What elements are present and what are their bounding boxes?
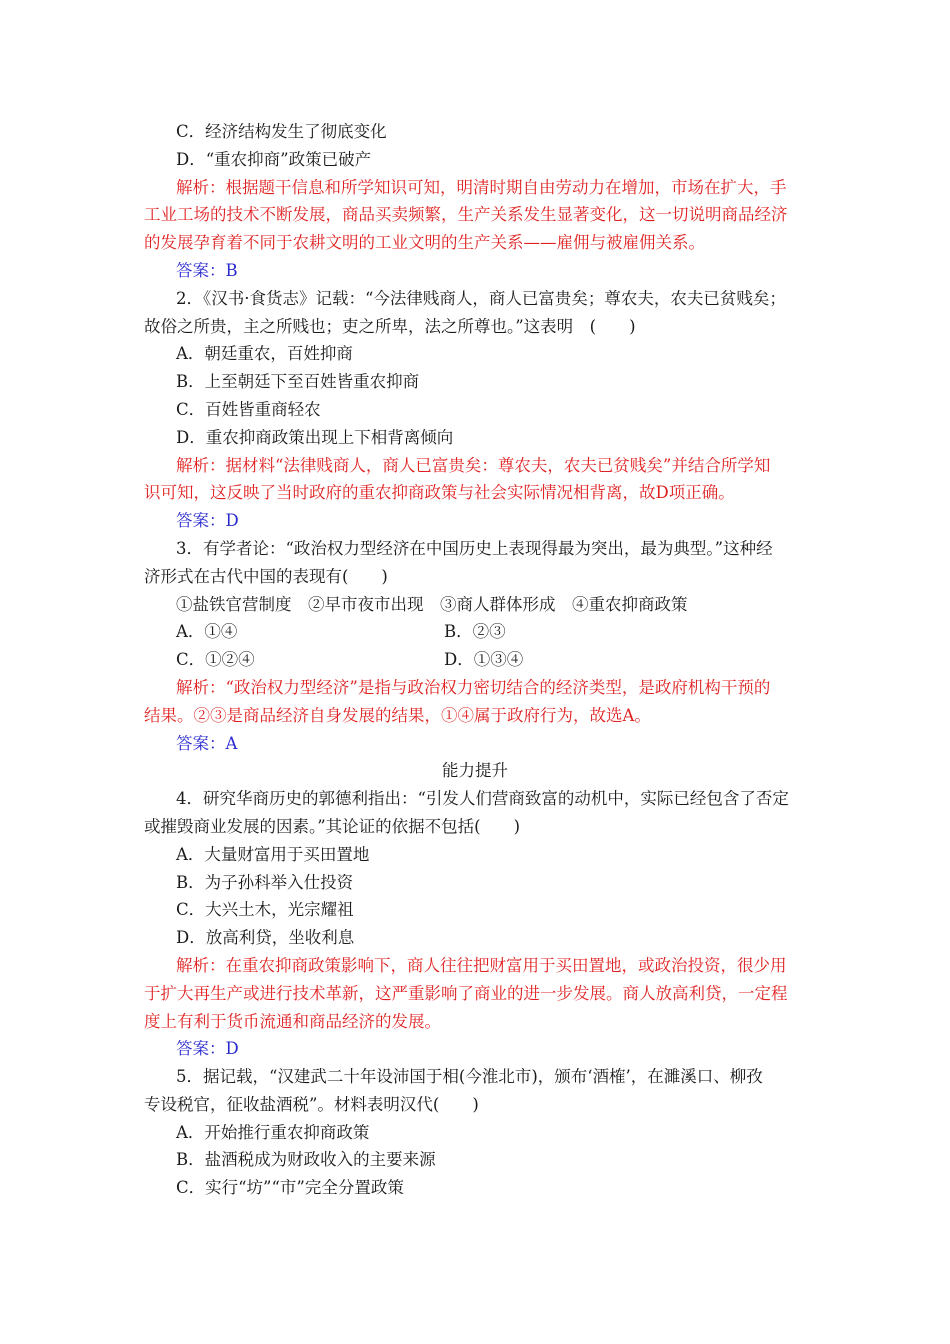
q3-answer: 答案：A xyxy=(176,733,238,753)
q2-option: B．上至朝廷下至百姓皆重农抑商 xyxy=(176,372,420,392)
q3-stem-line: 济形式在古代中国的表现有( ) xyxy=(144,566,388,586)
q3-option-c: C．①②④ xyxy=(176,650,255,670)
q2-answer: 答案：D xyxy=(176,511,239,531)
q2-option: D．重农抑商政策出现上下相背离倾向 xyxy=(176,427,454,447)
q3-option-a: A．①④ xyxy=(176,622,238,642)
q3-option-d: D．①③④ xyxy=(444,650,524,670)
q3-options-row xyxy=(0,646,950,674)
q4-analysis-line: 于扩大再生产或进行技术革新，这严重影响了商业的进一步发展。商人放高利贷，一定程 xyxy=(144,983,788,1003)
q2-stem-line: 故俗之所贵，主之所贱也；吏之所卑，法之所尊也。”这表明 ( ) xyxy=(144,316,636,336)
q4-stem-line: 或摧毁商业发展的因素。”其论证的依据不包括( ) xyxy=(144,816,521,836)
q1-answer: 答案：B xyxy=(176,260,238,280)
q5-stem-line: 专设税官，征收盐酒税”。材料表明汉代( ) xyxy=(144,1094,479,1114)
q4-option: A．大量财富用于买田置地 xyxy=(176,844,370,864)
q2-option: A．朝廷重农，百姓抑商 xyxy=(176,344,353,364)
q3-analysis-line: 结果。②③是商品经济自身发展的结果，①④属于政府行为，故选A。 xyxy=(144,705,651,725)
q2-analysis-line: 解析：据材料“法律贱商人，商人已富贵矣：尊农夫，农夫已贫贱矣”并结合所学知 xyxy=(176,455,771,475)
q5-option: A．开始推行重农抑商政策 xyxy=(176,1122,370,1142)
q4-stem-line: 4．研究华商历史的郭德利指出：“引发人们营商致富的动机中，实际已经包含了否定 xyxy=(176,789,789,809)
q3-option-b: B．②③ xyxy=(444,622,506,642)
q4-option: C．大兴土木，光宗耀祖 xyxy=(176,900,354,920)
q1-option-c: C．经济结构发生了彻底变化 xyxy=(176,122,387,141)
q1-analysis-line: 工业工场的技术不断发展，商品买卖频繁，生产关系发生显著变化，这一切说明商品经济 xyxy=(144,205,788,225)
document-page xyxy=(0,118,950,1202)
q5-stem-line: 5．据记载，“汉建武二十年设沛国于相(今淮北市)，颁布‘酒榷’，在濉溪口、柳孜 xyxy=(176,1067,763,1087)
q1-option-d: D．“重农抑商”政策已破产 xyxy=(176,149,372,169)
q1-analysis-line: 的发展孕育着不同于农耕文明的工业文明的生产关系——雇佣与被雇佣关系。 xyxy=(144,233,705,253)
section-title: 能力提升 xyxy=(442,761,508,781)
q4-analysis-line: 解析：在重农抑商政策影响下，商人往往把财富用于买田置地，或政治投资，很少用 xyxy=(176,955,787,975)
q4-option: B．为子孙科举入仕投资 xyxy=(176,872,354,892)
q1-analysis-line: 解析：根据题干信息和所学知识可知，明清时期自由劳动力在增加，市场在扩大，手 xyxy=(176,177,787,197)
q3-options-row xyxy=(0,618,950,646)
q5-option: B．盐酒税成为财政收入的主要来源 xyxy=(176,1150,436,1170)
q5-option: C．实行“坊”“市”完全分置政策 xyxy=(176,1178,404,1198)
q4-option: D．放高利贷，坐收利息 xyxy=(176,928,355,948)
q2-stem-line: 2．《汉书·食货志》记载：“今法律贱商人，商人已富贵矣；尊农夫，农夫已贫贱矣； xyxy=(176,288,786,308)
q3-items: ①盐铁官营制度 ②早市夜市出现 ③商人群体形成 ④重农抑商政策 xyxy=(176,594,688,614)
q4-answer: 答案：D xyxy=(176,1039,239,1059)
q4-analysis-line: 度上有利于货币流通和商品经济的发展。 xyxy=(144,1011,441,1031)
q2-option: C．百姓皆重商轻农 xyxy=(176,399,321,419)
q3-analysis-line: 解析：“政治权力型经济”是指与政治权力密切结合的经济类型，是政府机构干预的 xyxy=(176,677,771,697)
q2-analysis-line: 识可知，这反映了当时政府的重农抑商政策与社会实际情况相背离，故D项正确。 xyxy=(144,483,735,503)
q3-stem-line: 3．有学者论：“政治权力型经济在中国历史上表现得最为突出，最为典型。”这种经 xyxy=(176,538,773,558)
